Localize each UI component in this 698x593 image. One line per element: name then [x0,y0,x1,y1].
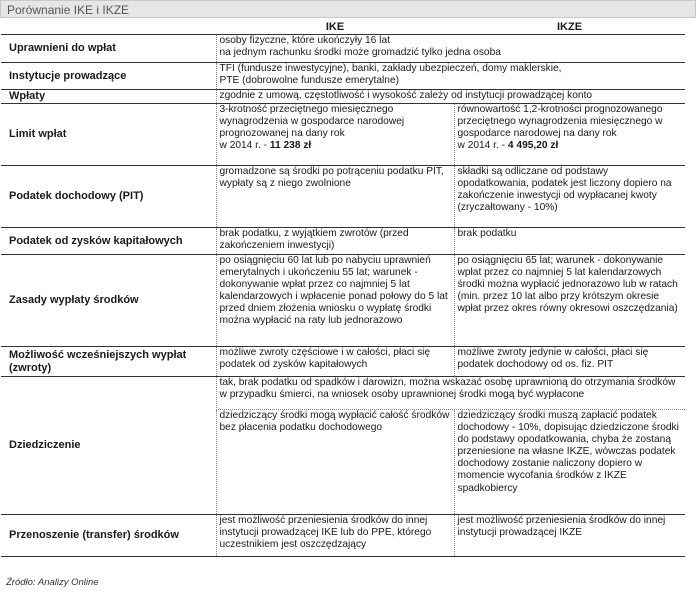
row-podatek [1,166,685,228]
header-empty [1,20,216,35]
row-value-common: osoby fizyczne, które ukończyły 16 lat na jednym rachunku środki może gromadzić tylko jedna osoba [216,35,685,63]
header-ikze: IKZE [454,20,685,35]
row-label: Podatek od zysków kapitałowych [1,228,216,255]
ike-value [216,104,454,166]
ike-value: dziedziczący środki mogą wypłacić całość środków bez płacenia podatku dochodowego [216,410,454,515]
row-label: Przenoszenie (transfer) środków [1,515,216,557]
ike-value: po osiągnięciu 60 lat lub po nabyciu uprawnień emerytalnych i ukończeniu 55 lat; warunek - dokonywanie wpłat przez co najmniej 5 lat kalendarzowych i wpłacenie ponad połowy do 5 lat przed dniem złożenia wniosku o wypłatę środki można wypłacić na raty lub jednorazowo [216,255,454,347]
row-value-common: TFI (fundusze inwestycyjne), banki, zakłady ubezpieczeń, domy maklerskie, PTE (dobrowolne fundusze emerytalne) [216,63,685,90]
row-zasady [1,255,685,347]
row-label: Instytucje prowadzące [1,63,216,90]
row-label: Zasady wypłaty środków [1,255,216,347]
ikze-value: brak podatku [454,228,685,255]
ike-value: brak podatku, z wyjątkiem zwrotów (przed zakończeniem inwestycji) [216,228,454,255]
ike-value: możliwe zwroty częściowe i w całości, płaci się podatek od zysków kapitałowych [216,347,454,377]
row-label: Podatek dochodowy (PIT) [1,166,216,228]
ikze-value: możliwe zwroty jedynie w całości, płaci się podatek dochodowy od os. fiz. PIT [454,347,685,377]
ikze-value [454,104,685,166]
row-zwroty [1,347,685,377]
ikze-limit-text: równowartość 1,2-krotności prognozowanego przeciętnego wynagrodzenia miesięcznego w gospodarce narodowej na dany rok w 2014 r. - [457,104,663,152]
ike-limit-text: 3-krotność przeciętnego miesięcznego wynagrodzenia w gospodarce narodowej prognozowanej na dany rok w 2014 r. - [219,104,405,152]
header-ike: IKE [216,20,454,35]
ike-limit-amount: 11 238 zł [269,140,312,152]
header-row [1,20,685,35]
row-label: Limit wpłat [1,104,216,166]
ikze-value: jest możliwość przeniesienia środków do innej instytucji prowadzącej IKZE [454,515,685,557]
row-label: Uprawnieni do wpłat [1,35,216,63]
row-value-common: tak, brak podatku od spadków i darowizn, można wskazać osobę uprawnioną do otrzymania środków w przypadku śmierci, na wniosek osoby uprawnionej środki mogą być wypłacone [216,377,685,410]
source-note: Źródło: Analizy Online [6,577,99,588]
row-uprawnieni [1,35,685,63]
row-label: Dziedziczenie [1,377,216,515]
row-label: Możliwość wcześniejszych wypłat (zwroty) [1,347,216,377]
comparison-table [1,20,685,557]
row-label: Wpłaty [1,90,216,104]
ikze-value: po osiągnięciu 65 lat; warunek - dokonywanie wpłat przez co najmniej 5 lat kalendarzowych środki można wypłacić jednorazowo lub w ratach (min. przez 10 lat albo przy krótszym okresie wpłat przez okres równy okresowi oszczędzania) [454,255,685,347]
row-instytucje [1,63,685,90]
row-limit [1,104,685,166]
row-zyski [1,228,685,255]
ikze-limit-amount: 4 495,20 zł [507,140,559,152]
ike-value: gromadzone są środki po potrąceniu podatku PIT, wypłaty są z niego zwolnione [216,166,454,228]
ikze-value: dziedziczący środki muszą zapłacić podatek dochodowy - 10%, dopisując dziedziczone środki do podstawy opodatkowania, chyba że zostaną przeniesione na własne IKZE, wówczas podatek dochodowy zostanie naliczony dopiero w momencie wycofania środków z IKZE spadkobiercy [454,410,685,515]
row-wplaty [1,90,685,104]
ikze-value: składki są odliczane od podstawy opodatkowania, podatek jest liczony dopiero na zakończenie inwestycji od wypłacanej kwoty (zryczałtowany - 10%) [454,166,685,228]
row-dziedziczenie-common [1,377,685,410]
ike-value: jest możliwość przeniesienia środków do innej instytucji prowadzącej IKE lub do PPE, którego uczestnikiem jest oszczędzający [216,515,454,557]
table-title: Porównanie IKE i IKZE [0,0,696,18]
row-value-common: zgodnie z umową, częstotliwość i wysokość zależy od instytucji prowadzącej konto [216,90,685,104]
row-transfer [1,515,685,557]
